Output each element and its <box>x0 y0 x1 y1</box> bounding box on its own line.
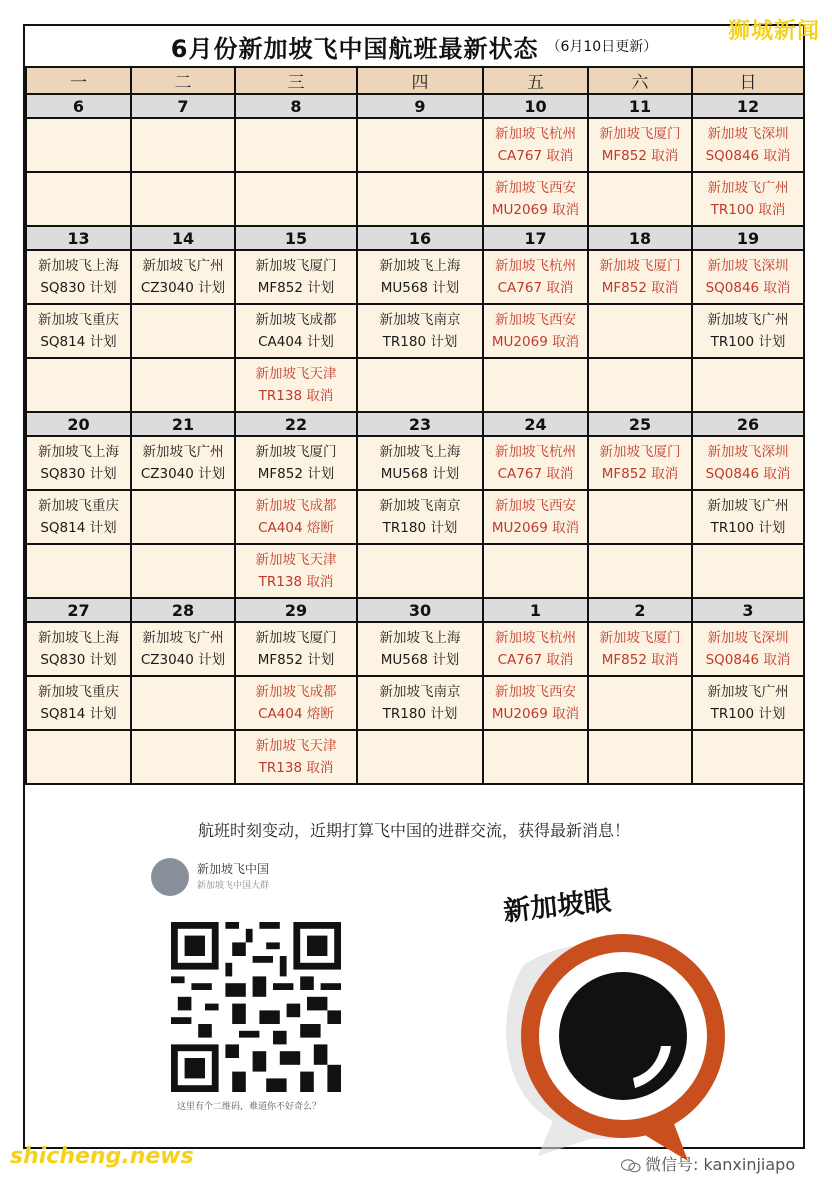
flight-route: 新加坡飞杭州 <box>495 444 576 460</box>
day-number: 29 <box>235 598 357 622</box>
flight-status: MU2069 取消 <box>491 202 580 218</box>
flight-status: TR138 取消 <box>258 388 334 404</box>
flight-cell <box>357 304 483 358</box>
flight-cell <box>692 490 804 544</box>
flight-route: 新加坡飞广州 <box>142 444 224 460</box>
day-number: 2 <box>588 598 692 622</box>
flight-cell <box>588 250 692 304</box>
flight-route: 新加坡飞天津 <box>255 366 337 382</box>
day-number: 23 <box>357 412 483 436</box>
flight-status: SQ814 计划 <box>40 334 117 350</box>
flight-route: 新加坡飞厦门 <box>599 630 681 646</box>
flight-status: SQ830 计划 <box>40 652 117 668</box>
flight-cell <box>235 358 357 412</box>
flight-route: 新加坡飞广州 <box>142 630 224 646</box>
empty-cell <box>131 544 235 598</box>
flight-cell <box>483 622 588 676</box>
flight-status: CA767 取消 <box>497 652 574 668</box>
flight-cell <box>235 730 357 784</box>
empty-cell <box>357 730 483 784</box>
qr-code-icon[interactable] <box>171 922 341 1092</box>
flight-status: SQ0846 取消 <box>705 280 791 296</box>
flight-status: SQ814 计划 <box>40 706 117 722</box>
empty-cell <box>131 304 235 358</box>
flight-status: TR180 计划 <box>382 520 458 536</box>
empty-cell <box>357 358 483 412</box>
flight-cell <box>483 676 588 730</box>
day-number: 1 <box>483 598 588 622</box>
qr-caption: 这里有个二维码，难道你不好奇么？ <box>177 1102 322 1112</box>
flight-cell <box>483 490 588 544</box>
group-subtitle: 新加坡飞中国大群 <box>197 881 270 891</box>
flight-route: 新加坡飞成都 <box>255 312 337 328</box>
update-note: （6月10日更新） <box>546 39 658 55</box>
empty-cell <box>588 172 692 226</box>
empty-cell <box>483 358 588 412</box>
flight-cell <box>692 250 804 304</box>
flight-cell <box>692 676 804 730</box>
flight-cell <box>26 490 131 544</box>
day-number: 10 <box>483 94 588 118</box>
site-watermark: shicheng.news <box>10 1144 194 1169</box>
weekday-header: 五 <box>483 67 588 94</box>
flight-route: 新加坡飞厦门 <box>255 258 337 274</box>
flight-status: MF852 计划 <box>257 652 335 668</box>
empty-cell <box>235 172 357 226</box>
flight-route: 新加坡飞西安 <box>495 312 576 328</box>
flight-route: 新加坡飞广州 <box>142 258 224 274</box>
flight-status: MU2069 取消 <box>491 520 580 536</box>
empty-cell <box>131 118 235 172</box>
empty-cell <box>357 172 483 226</box>
flight-cell <box>483 172 588 226</box>
empty-cell <box>235 118 357 172</box>
flight-cell <box>692 172 804 226</box>
flight-status: TR180 计划 <box>382 706 458 722</box>
flight-cell <box>483 250 588 304</box>
empty-cell <box>483 544 588 598</box>
flight-route: 新加坡飞杭州 <box>495 126 576 142</box>
eye-logo-icon <box>483 906 763 1166</box>
flight-status: CA767 取消 <box>497 280 574 296</box>
day-number: 8 <box>235 94 357 118</box>
flight-cell <box>235 304 357 358</box>
flight-route: 新加坡飞深圳 <box>707 258 789 274</box>
flight-route: 新加坡飞深圳 <box>707 444 789 460</box>
flight-route: 新加坡飞南京 <box>379 684 461 700</box>
empty-cell <box>692 358 804 412</box>
flight-route: 新加坡飞深圳 <box>707 126 789 142</box>
flight-status: TR100 计划 <box>710 706 786 722</box>
flight-route: 新加坡飞广州 <box>707 498 789 514</box>
flight-status: TR100 计划 <box>710 520 786 536</box>
flight-cell <box>235 490 357 544</box>
empty-cell <box>131 730 235 784</box>
empty-cell <box>131 358 235 412</box>
flight-cell <box>588 622 692 676</box>
empty-cell <box>357 544 483 598</box>
flight-status: CA404 熔断 <box>258 706 334 722</box>
flight-route: 新加坡飞厦门 <box>599 258 681 274</box>
flight-cell <box>483 118 588 172</box>
wechat-id-text: 微信号: kanxinjiapo <box>645 1155 796 1174</box>
flight-route: 新加坡飞重庆 <box>38 684 119 700</box>
weekday-header: 四 <box>357 67 483 94</box>
flight-route: 新加坡飞重庆 <box>38 312 119 328</box>
day-number: 15 <box>235 226 357 250</box>
flight-route: 新加坡飞成都 <box>255 498 337 514</box>
flight-status: SQ0846 取消 <box>705 466 791 482</box>
flight-route: 新加坡飞上海 <box>379 258 461 274</box>
flight-route: 新加坡飞上海 <box>379 630 461 646</box>
brand-watermark: 狮城新闻 <box>727 19 820 44</box>
flight-cell <box>26 250 131 304</box>
flight-route: 新加坡飞杭州 <box>495 258 576 274</box>
flight-status: CA404 计划 <box>258 334 334 350</box>
day-number: 9 <box>357 94 483 118</box>
page-title: 6月份新加坡飞中国航班最新状态 <box>170 34 539 63</box>
day-number: 25 <box>588 412 692 436</box>
flight-cell <box>357 250 483 304</box>
empty-cell <box>588 490 692 544</box>
empty-cell <box>26 730 131 784</box>
empty-cell <box>131 490 235 544</box>
logo-text: 新加坡眼 <box>501 885 613 928</box>
empty-cell <box>588 304 692 358</box>
flight-status: MU568 计划 <box>380 466 460 482</box>
flight-route: 新加坡飞重庆 <box>38 498 119 514</box>
day-number: 3 <box>692 598 804 622</box>
empty-cell <box>26 544 131 598</box>
flight-route: 新加坡飞广州 <box>707 312 789 328</box>
day-number: 22 <box>235 412 357 436</box>
day-number: 14 <box>131 226 235 250</box>
empty-cell <box>26 358 131 412</box>
flight-status: MF852 取消 <box>601 652 679 668</box>
flight-route: 新加坡飞上海 <box>379 444 461 460</box>
calendar-table <box>25 66 805 785</box>
day-number: 6 <box>26 94 131 118</box>
weekday-header: 二 <box>131 67 235 94</box>
flight-cell <box>131 436 235 490</box>
flight-cell <box>483 304 588 358</box>
weekday-header: 三 <box>235 67 357 94</box>
flight-status: MF852 取消 <box>601 148 679 164</box>
flight-route: 新加坡飞厦门 <box>599 444 681 460</box>
flight-route: 新加坡飞西安 <box>495 180 576 196</box>
flight-status: SQ0846 取消 <box>705 148 791 164</box>
flight-status: CZ3040 计划 <box>140 466 226 482</box>
flight-status: CA767 取消 <box>497 148 574 164</box>
flight-cell <box>692 304 804 358</box>
flight-cell <box>357 622 483 676</box>
flight-route: 新加坡飞深圳 <box>707 630 789 646</box>
flight-route: 新加坡飞广州 <box>707 180 789 196</box>
wechat-icon <box>621 1159 641 1173</box>
flight-cell <box>692 436 804 490</box>
flight-status: MF852 取消 <box>601 466 679 482</box>
flight-cell <box>483 436 588 490</box>
day-number: 13 <box>26 226 131 250</box>
flight-route: 新加坡飞厦门 <box>255 444 337 460</box>
empty-cell <box>26 118 131 172</box>
day-number: 12 <box>692 94 804 118</box>
flight-route: 新加坡飞天津 <box>255 552 337 568</box>
day-number: 27 <box>26 598 131 622</box>
flight-cell <box>235 676 357 730</box>
flight-status: CA767 取消 <box>497 466 574 482</box>
empty-cell <box>483 730 588 784</box>
flight-cell <box>235 622 357 676</box>
flight-status: TR138 取消 <box>258 760 334 776</box>
flight-cell <box>588 436 692 490</box>
flight-status: SQ830 计划 <box>40 466 117 482</box>
flight-cell <box>131 622 235 676</box>
flight-status: SQ830 计划 <box>40 280 117 296</box>
flight-status: SQ814 计划 <box>40 520 117 536</box>
weekday-header: 六 <box>588 67 692 94</box>
flight-status: TR100 计划 <box>710 334 786 350</box>
day-number: 24 <box>483 412 588 436</box>
day-number: 18 <box>588 226 692 250</box>
weekday-header: 日 <box>692 67 804 94</box>
empty-cell <box>26 172 131 226</box>
title-bar <box>25 26 803 68</box>
day-number: 19 <box>692 226 804 250</box>
flight-cell <box>131 250 235 304</box>
empty-cell <box>131 676 235 730</box>
flight-cell <box>235 250 357 304</box>
day-number: 11 <box>588 94 692 118</box>
flight-cell <box>235 436 357 490</box>
flight-route: 新加坡飞西安 <box>495 498 576 514</box>
wechat-id <box>621 1152 795 1175</box>
flight-route: 新加坡飞成都 <box>255 684 337 700</box>
flight-route: 新加坡飞厦门 <box>255 630 337 646</box>
flight-route: 新加坡飞南京 <box>379 312 461 328</box>
flight-status: CA404 熔断 <box>258 520 334 536</box>
day-number: 28 <box>131 598 235 622</box>
group-avatar <box>151 858 189 896</box>
flight-cell <box>357 436 483 490</box>
flight-cell <box>692 118 804 172</box>
flight-cell <box>26 676 131 730</box>
flight-cell <box>692 622 804 676</box>
flight-cell <box>26 304 131 358</box>
flight-cell <box>357 676 483 730</box>
flight-status: MF852 计划 <box>257 280 335 296</box>
flight-status: MF852 取消 <box>601 280 679 296</box>
empty-cell <box>692 544 804 598</box>
weekday-header: 一 <box>26 67 131 94</box>
empty-cell <box>588 544 692 598</box>
group-name: 新加坡飞中国 <box>197 862 270 876</box>
flight-status: CZ3040 计划 <box>140 652 226 668</box>
flight-route: 新加坡飞上海 <box>38 630 119 646</box>
day-number: 16 <box>357 226 483 250</box>
flight-cell <box>26 622 131 676</box>
empty-cell <box>588 358 692 412</box>
flight-route: 新加坡飞厦门 <box>599 126 681 142</box>
flight-route: 新加坡飞广州 <box>707 684 789 700</box>
flight-route: 新加坡飞杭州 <box>495 630 576 646</box>
flight-route: 新加坡飞西安 <box>495 684 576 700</box>
flight-cell <box>235 544 357 598</box>
flight-cell <box>357 490 483 544</box>
empty-cell <box>357 118 483 172</box>
empty-cell <box>131 172 235 226</box>
flight-status: TR138 取消 <box>258 574 334 590</box>
empty-cell <box>588 730 692 784</box>
flight-route: 新加坡飞上海 <box>38 258 119 274</box>
group-invite-text: 航班时刻变动，近期打算飞中国的进群交流，获得最新消息！ <box>197 821 630 840</box>
flight-status: TR100 取消 <box>710 202 786 218</box>
empty-cell <box>588 676 692 730</box>
flight-status: MU568 计划 <box>380 652 460 668</box>
flight-status: CZ3040 计划 <box>140 280 226 296</box>
flight-route: 新加坡飞天津 <box>255 738 337 754</box>
day-number: 17 <box>483 226 588 250</box>
flight-status: TR180 计划 <box>382 334 458 350</box>
flight-status: MU568 计划 <box>380 280 460 296</box>
day-number: 21 <box>131 412 235 436</box>
empty-cell <box>692 730 804 784</box>
flight-status: MU2069 取消 <box>491 334 580 350</box>
flight-route: 新加坡飞上海 <box>38 444 119 460</box>
flight-status: MU2069 取消 <box>491 706 580 722</box>
day-number: 7 <box>131 94 235 118</box>
flight-route: 新加坡飞南京 <box>379 498 461 514</box>
day-number: 26 <box>692 412 804 436</box>
day-number: 20 <box>26 412 131 436</box>
flight-status: MF852 计划 <box>257 466 335 482</box>
flight-cell <box>26 436 131 490</box>
flight-cell <box>588 118 692 172</box>
flight-status: SQ0846 取消 <box>705 652 791 668</box>
day-number: 30 <box>357 598 483 622</box>
